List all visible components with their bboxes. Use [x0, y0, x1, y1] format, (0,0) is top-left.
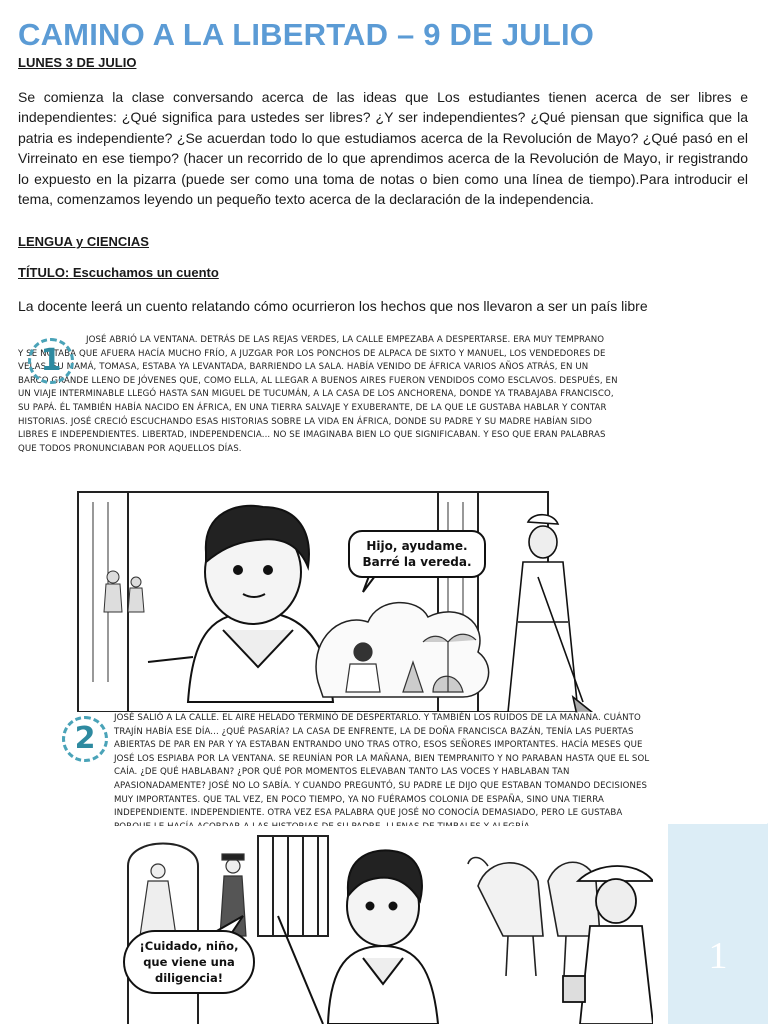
- panel-1-illustration: [18, 482, 618, 720]
- story-intro: La docente leerá un cuento relatando cómo ocurrieron los hechos que nos llevaron a ser un país libre: [18, 298, 648, 314]
- panel-2-number-badge: 2: [62, 716, 108, 762]
- corner-decoration: [668, 824, 768, 1024]
- story-panel-2: [18, 712, 650, 1024]
- story-title-text: Escuchamos un cuento: [69, 265, 219, 280]
- panel-1-speech-bubble: Hijo, ayudame. Barré la vereda.: [348, 530, 486, 578]
- panel-1-text: [18, 334, 618, 456]
- page-number: 1: [708, 935, 728, 977]
- intro-paragraph: Se comienza la clase conversando acerca de las ideas que Los estudiantes tienen acerca de ser libres e independientes: ¿Qué significa para ustedes ser libres? ¿Y ser independientes? ¿Qué piensan que significa que la patria es independiente? ¿Se acuerdan todo lo que estudiamos acerca de la Revolución de Mayo? ¿Qué pasó en el Virreinato en ese tiempo? (hacer un recorrido de lo que aprendimos acerca de la Revolución de Mayo, ir registrando lo expuesto en la pizarra (puede ser como una toma de notas o bien como una línea de tiempo).Para introducir el tema, comenzamos leyendo un pequeño texto acerca de la declaración de la independencia.: [18, 89, 748, 208]
- panel-2-text: JOSÉ SALIÓ A LA CALLE. EL AIRE HELADO TERMINÓ DE DESPERTARLO. Y TAMBIÉN LOS RUIDOS DE LA MAÑANA. CUÁNTO TRAJÍN HABÍA ESE DÍA... ¿QUÉ PASARÍA? LA CASA DE ENFRENTE, LA DE DOÑA FRANCISCA BAZÁN, TENÍA LAS PUERTAS ABIERTAS DE PAR EN PAR Y YA ESTABAN ENTRANDO UNO TRAS OTRO, ESOS SEÑORES IMPORTANTES. HACÍA MESES QUE JOSÉ LOS ESPIABA POR LA VENTANA. SE REUNÍAN POR LA MAÑANA, BIEN TEMPRANITO Y NO PARABAN HASTA QUE EL SOL CAÍA. ¿DE QUÉ HABLABAN? ¿POR QUÉ POR MOMENTOS ELEVABAN TANTO LAS VOCES Y HABLABAN TAN APASIONADAMENTE? JOSÉ NO LO SABÍA. Y CUANDO PREGUNTÓ, SU PADRE LE DIJO QUE ESTABAN TOMANDO DECISIONES MUY IMPORTANTES. QUE TAL VEZ, EN POCO TIEMPO, YA NO FUÉRAMOS COLONIA DE ESPAÑA, SINO UNA TIERRA INDEPENDIENTE. INDEPENDIENTE. OTRA VEZ ESA PALABRA QUE JOSÉ NO CONOCÍA DEMASIADO, PERO LE GUSTABA: [114, 713, 650, 819]
- story-title: [18, 265, 219, 280]
- story-panel-1: [18, 330, 618, 720]
- panel-1-number-badge: 1: [28, 338, 74, 384]
- panel-1-body: Y SE NOTABA QUE AFUERA HACÍA MUCHO FRÍO, A JUZGAR POR LOS PONCHOS DE ALPACA DE SIXTO Y MANUEL, LOS VENDEDORES DE VELAS. SU MAMÁ, TOMASA, ESTABA YA LEVANTADA, BARRIENDO LA SALA. HABÍA VENIDO DE ÁFRICA VARIOS AÑOS ATRÁS, EN UN BARCO GRANDE LLENO DE JÓVENES QUE, COMO ELLA, AL LLEGAR A BUENOS AIRES FUERON VENDIDOS COMO ESCLAVOS. DESPUÉS, EN UN VIAJE INTERMINABLE LLEGÓ HASTA SAN MIGUEL DE TUCUMÁN, A LA CASA DE LOS ANCHORENA, DONDE YA TRABAJABA FRANCISCO, SU PAPÁ. ÉL TAMBIÉN HABÍA NACIDO EN ÁFRICA, EN UNA TIERRA SALVAJE Y EXUBERANTE, DE LA QUE LE GUSTABA HABLAR Y CONTAR HISTORIAS. JOSÉ CRECIÓ ESCUCHANDO ESAS HISTORIAS SOBRE LA VIDA EN ÁFRICA, DONDE SU PADRE Y SU MADRE HABÍAN SIDO LIBRES E INDEPENDIENTES. LIBERTAD, INDEPENDENCIA... NO SE IMAGINABA BIEN LO QUE SIGNIFICABAN. Y ESO QUE ERAN PALABRAS QUE TODOS PRONUNCIABAN POR AQUELLOS DÍAS.: [18, 348, 618, 454]
- subject-heading: LENGUA y CIENCIAS: [18, 234, 149, 249]
- page-title: CAMINO A LA LIBERTAD – 9 DE JULIO: [18, 17, 595, 52]
- story-title-label: TÍTULO:: [18, 265, 70, 280]
- panel-2-speech-bubble: ¡Cuidado, niño, que viene una diligencia!: [123, 930, 255, 994]
- date-heading: LUNES 3 DE JULIO: [18, 55, 137, 70]
- panel-1-first-line: JOSÉ ABRIÓ LA VENTANA. DETRÁS DE LAS REJAS VERDES, LA CALLE EMPEZABA A DESPERTARSE. ERA MUY TEMPRANO: [86, 335, 605, 345]
- panel-2-illustration: [108, 826, 653, 1024]
